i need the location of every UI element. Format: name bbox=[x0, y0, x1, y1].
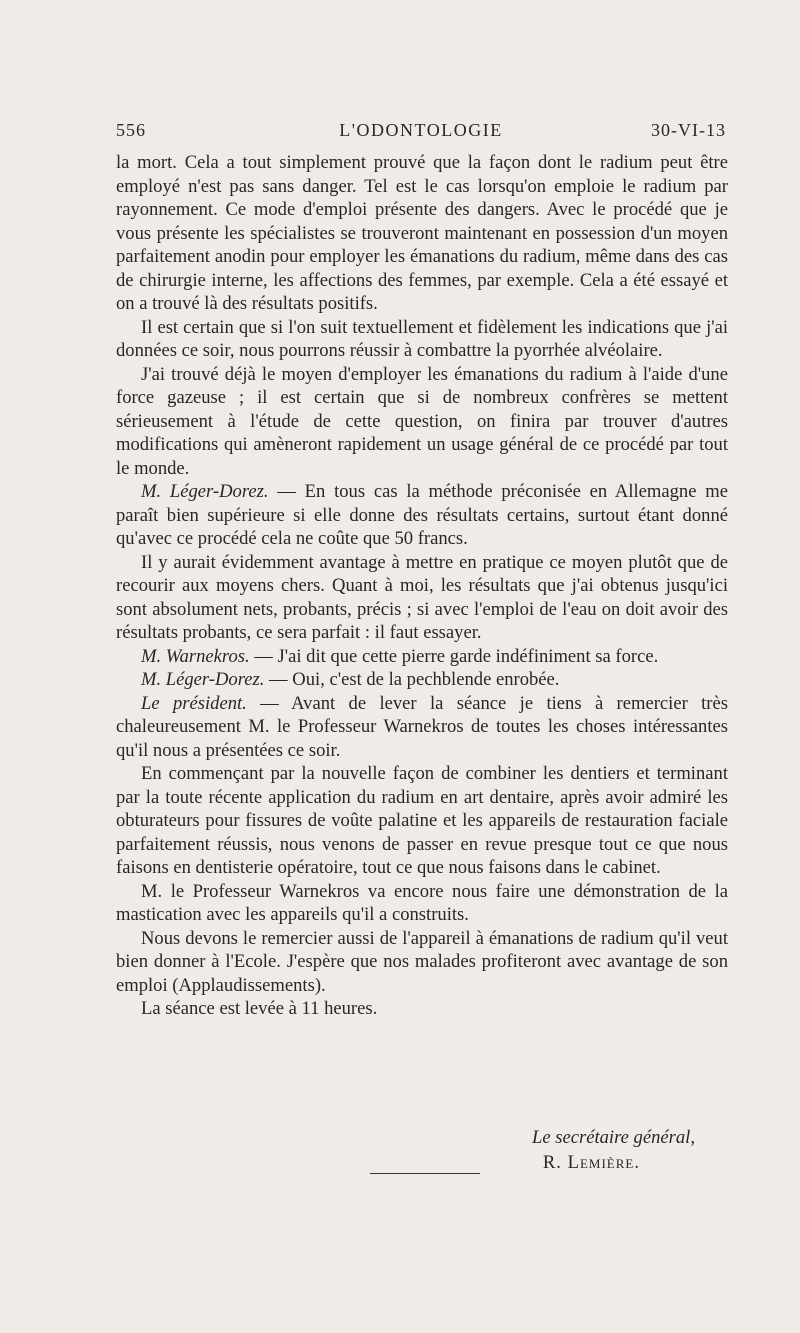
paragraph: En commençant par la nouvelle façon de combiner les dentiers et terminant par la toute récente application du radium en art dentaire, après avoir admiré les obturateurs pour fissures de voûte palatine et les appareils de restauration faciale parfaitement réussis, nous venons de passer en revue presque tout ce que nous faisons en dentisterie opératoire, tout ce que nous faisons dans le cabinet. bbox=[116, 763, 728, 878]
running-header bbox=[116, 120, 726, 148]
paragraph: Nous devons le remercier aussi de l'appareil à émanations de radium qu'il veut bien donner à l'Ecole. J'espère que nos malades profiteront avec avantage de son emploi (Applaudissements). bbox=[116, 927, 728, 996]
issue-date: 30-VI-13 bbox=[651, 120, 726, 140]
journal-title: L'ODONTOLOGIE bbox=[339, 120, 503, 140]
speaker-name: M. Léger-Dorez. bbox=[141, 669, 265, 690]
paragraph: Il est certain que si l'on suit textuellement et fidèlement les indications que j'ai données ce soir, nous pourrons réussir à combattre la pyorrhée alvéolaire. bbox=[116, 316, 728, 361]
paragraph: M. Léger-Dorez. — Oui, c'est de la pechblende enrobée. bbox=[141, 669, 560, 690]
speaker-name: Le président. bbox=[141, 692, 247, 714]
speaker-name: M. Léger-Dorez. bbox=[141, 481, 269, 502]
paragraph: M. Léger-Dorez. — En tous cas la méthode préconisée en Allemagne me paraît bien supérieure si elle donne des résultats certains, surtout étant donné qu'avec ce procédé cela ne coûte que 50 francs. bbox=[116, 481, 728, 549]
signature-name: R. Lemière. bbox=[542, 1152, 640, 1173]
paragraph: La séance est levée à 11 heures. bbox=[141, 998, 378, 1019]
paragraph: J'ai trouvé déjà le moyen d'employer les émanations du radium à l'aide d'une force gazeuse ; il est certain que si de nombreux confrères se mettent sérieusement à l'étude de cette question, on finira par trouver d'autres modifications qui amèneront rapidement un usage général de ce procédé par tout le monde. bbox=[116, 363, 728, 479]
speaker-name: M. Warnekros. bbox=[141, 645, 250, 667]
paragraph: M. le Professeur Warnekros va encore nous faire une démonstration de la mastication avec les appareils qu'il a construits. bbox=[116, 880, 728, 925]
signature-block bbox=[532, 1125, 695, 1175]
signature-role: Le secrétaire général, bbox=[532, 1127, 695, 1148]
closing-rule bbox=[370, 1173, 480, 1174]
body-text bbox=[116, 151, 728, 1021]
page-number: 556 bbox=[116, 120, 146, 140]
paragraph: Il y aurait évidemment avantage à mettre en pratique ce moyen plutôt que de recourir aux moyens chers. Quant à moi, les résultats que j'ai obtenus jusqu'ici sont absolument nets, probants, précis ; si avec l'emploi de l'eau on doit avoir des résultats probants, ce sera parfait : il faut essayer. bbox=[116, 551, 728, 643]
paragraph: Le président. — Avant de lever la séance je tiens à remercier très chaleureusement M. le Professeur Warnekros de toutes les choses intéressantes qu'il nous a présentées ce soir. bbox=[116, 692, 728, 761]
paragraph: M. Warnekros. — J'ai dit que cette pierre garde indéfiniment sa force. bbox=[141, 645, 659, 667]
paragraph: la mort. Cela a tout simplement prouvé que la façon dont le radium peut être employé n'est pas sans danger. Tel est le cas lorsqu'on emploie le radium par rayonnement. Ce mode d'emploi présente des dangers. Avec le procédé que je vous présente les spécialistes se trouveront maintenant en possession d'un moyen parfaitement anodin pour employer les émanations du radium, même dans des cas de chirurgie interne, les affections des femmes, par exemple. Cela a été essayé et on a trouvé là des résultats positifs. bbox=[116, 152, 728, 314]
